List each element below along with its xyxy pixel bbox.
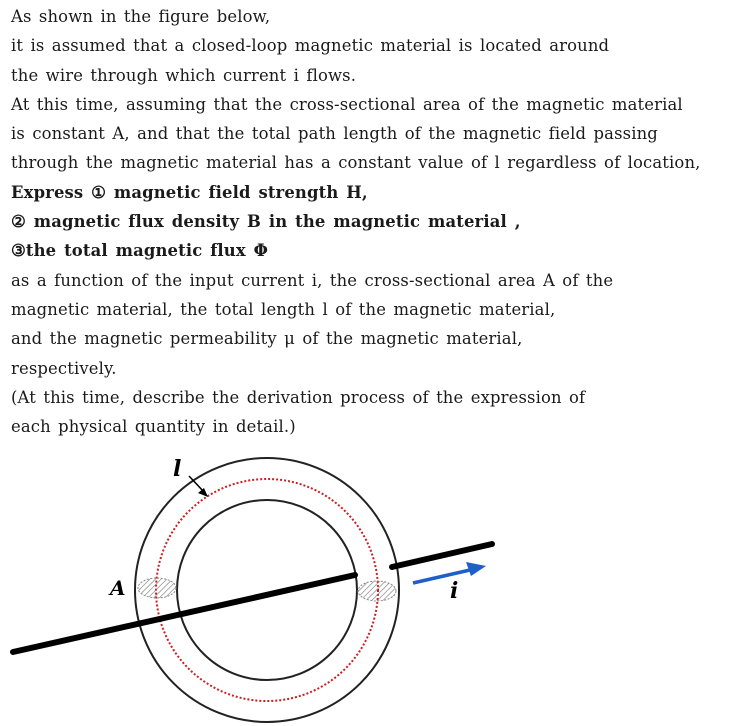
toroid-figure — [0, 440, 749, 726]
path-length-pointer-head — [198, 488, 208, 497]
problem-line: respectively. — [11, 358, 117, 378]
problem-line: the wire through which current i flows. — [11, 65, 357, 85]
problem-line: as a function of the input current i, the cross-sectional area A of the — [11, 270, 614, 290]
cross-section-left — [138, 578, 176, 598]
wire-back — [392, 544, 492, 567]
problem-line: and the magnetic permeability μ of the magnetic material, — [11, 329, 523, 349]
problem-line: (At this time, describe the derivation process of the expression of — [11, 387, 586, 407]
current-label: i — [450, 578, 459, 604]
problem-line: magnetic material, the total length l of the magnetic material, — [11, 299, 556, 319]
area-label: A — [110, 576, 126, 600]
problem-line: As shown in the figure below, — [11, 7, 271, 26]
problem-line: is constant A, and that the total path length of the magnetic field passing — [11, 124, 658, 144]
question-part-2: ② magnetic flux density B in the magnetic material , — [11, 212, 521, 232]
magnetic-path-line — [156, 479, 378, 701]
problem-text — [11, 2, 747, 441]
problem-line: At this time, assuming that the cross-sectional area of the magnetic material — [11, 94, 683, 114]
toroid-inner-edge — [177, 500, 357, 680]
question-part-1: Express ① magnetic field strength H, — [11, 182, 368, 202]
current-arrow-shaft — [413, 570, 470, 583]
problem-line: through the magnetic material has a constant value of l regardless of location, — [11, 153, 701, 173]
question-part-3: ③the total magnetic flux Φ — [11, 241, 269, 261]
problem-line: each physical quantity in detail.) — [11, 417, 296, 437]
current-arrow-head — [466, 562, 486, 576]
wire-front — [13, 575, 355, 652]
cross-section-right — [358, 581, 396, 601]
problem-line: it is assumed that a closed-loop magnetic material is located around — [11, 36, 610, 56]
path-length-label: l — [173, 456, 182, 482]
